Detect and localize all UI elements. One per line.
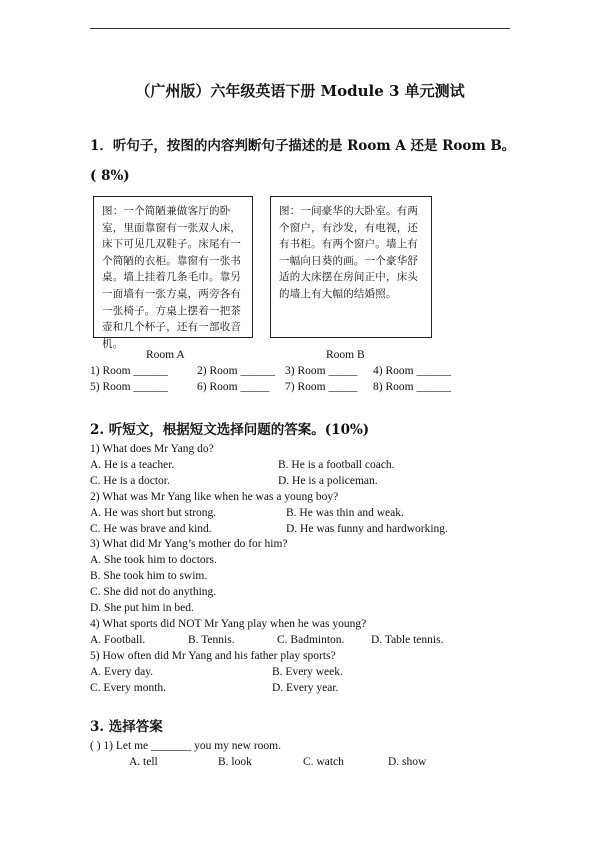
option-1: B. look: [218, 756, 252, 768]
question-line-0-0: 1) What does Mr Yang do?: [90, 443, 214, 455]
question-line-8-0: B. She took him to swim.: [90, 570, 208, 583]
question-line-15-0: C. Every month.: [90, 681, 167, 694]
option-2: C. watch: [303, 756, 344, 768]
question-line-5-1: D. He was funny and hardworking.: [286, 522, 448, 535]
answer-item-7: 7) Room _____: [285, 381, 358, 393]
question-line-2-1: D. He is a policeman.: [278, 474, 378, 487]
section3-question-1: ( ) 1) Let me _______ you my new room.: [90, 740, 281, 752]
question-line-6-0: 3) What did Mr Yang’s mother do for him?: [90, 538, 288, 551]
question-line-4-1: B. He was thin and weak.: [286, 506, 404, 519]
question-line-12-3: D. Table tennis.: [371, 633, 444, 646]
section1-heading: 1．听句子，按图的内容判断句子描述的是 Room A 还是 Room B。: [90, 138, 516, 154]
room-b-label: Room B: [326, 349, 365, 361]
answer-item-8: 8) Room ______: [373, 381, 451, 393]
question-line-12-0: A. Football.: [90, 633, 146, 646]
section3-heading: 3. 选择答案: [90, 719, 163, 735]
question-line-2-0: C. He is a doctor.: [90, 474, 170, 487]
answer-item-3: 3) Room _____: [285, 365, 358, 377]
section1-points: ( 8%): [90, 168, 130, 184]
question-line-11-0: 4) What sports did NOT Mr Yang play when he was young?: [90, 617, 367, 630]
question-line-14-0: A. Every day.: [90, 665, 154, 678]
question-line-4-0: A. He was short but strong.: [90, 506, 217, 519]
question-line-3-0: 2) What was Mr Yang like when he was a young boy?: [90, 490, 339, 503]
answer-item-4: 4) Room ______: [373, 365, 451, 377]
question-line-7-0: A. She took him to doctors.: [90, 554, 217, 567]
answer-item-1: 1) Room ______: [90, 365, 168, 377]
question-line-12-1: B. Tennis.: [188, 633, 235, 646]
question-line-1-0: A. He is a teacher.: [90, 458, 175, 471]
question-line-12-2: C. Badminton.: [277, 633, 345, 646]
room-b-picture-description: 图：一间豪华的大卧室。有两个窗户，有沙发，有电视，还有书柜。有两个窗户。墙上有一幅向日葵的画。一个豪华舒适的大床摆在房间正中，床头的墙上有大幅的结婚照。: [270, 196, 432, 338]
top-rule: [90, 28, 510, 29]
question-line-5-0: C. He was brave and kind.: [90, 522, 212, 535]
option-3: D. show: [388, 756, 427, 768]
option-0: A. tell: [129, 756, 158, 768]
question-line-13-0: 5) How often did Mr Yang and his father play sports?: [90, 649, 336, 662]
answer-item-2: 2) Room ______: [197, 365, 275, 377]
question-line-14-1: B. Every week.: [272, 665, 343, 678]
page-title: （广州版）六年级英语下册 Module 3 单元测试: [135, 82, 465, 100]
room-a-label: Room A: [146, 349, 185, 361]
question-line-10-0: D. She put him in bed.: [90, 602, 194, 614]
room-a-picture-description: 图：一个简陋兼做客厅的卧室，里面靠窗有一张双人床，床下可见几双鞋子。床尾有一个简陋的衣柜。靠窗有一张书桌。墙上挂着几条毛巾。靠另一面墙有一张方桌，两旁各有一张椅子。方桌上摆着一把茶壶和几个杯子，还有一部收音机。: [93, 196, 253, 338]
question-line-9-0: C. She did not do anything.: [90, 586, 217, 599]
question-line-15-1: D. Every year.: [272, 681, 339, 694]
answer-item-5: 5) Room ______: [90, 381, 168, 393]
section2-heading: 2. 听短文，根据短文选择问题的答案。(10%): [90, 422, 370, 438]
answer-item-6: 6) Room _____: [197, 381, 270, 393]
question-line-1-1: B. He is a football coach.: [278, 458, 395, 471]
